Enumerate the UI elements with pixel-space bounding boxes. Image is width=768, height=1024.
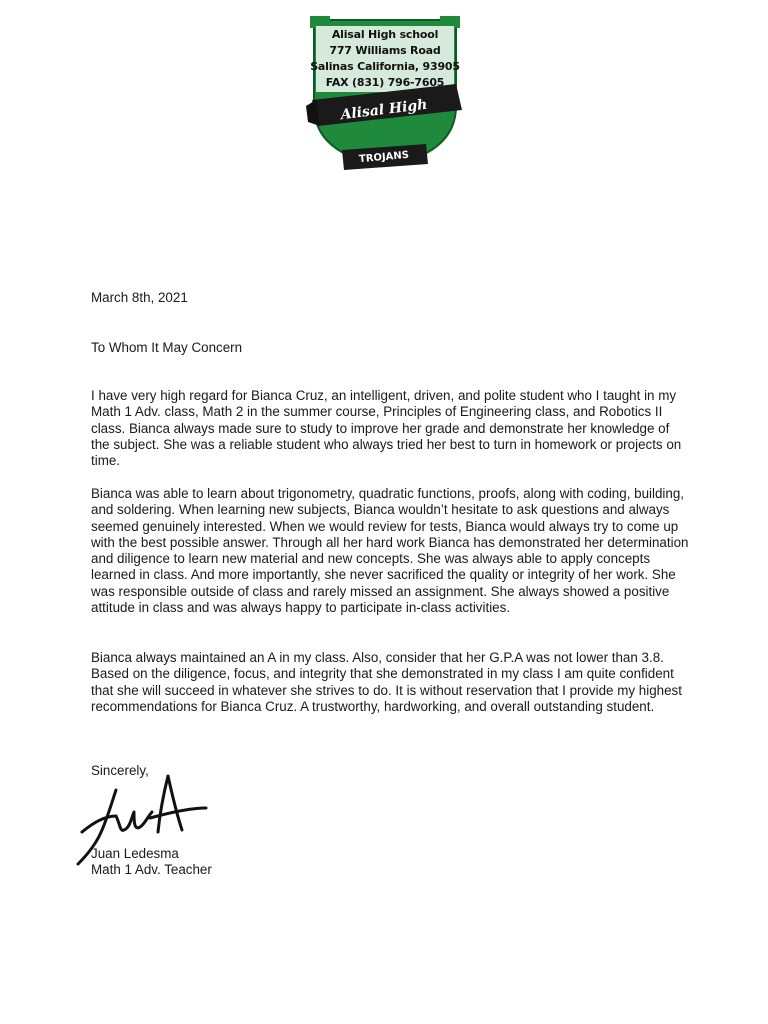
body-paragraph-2: Bianca was able to learn about trigonometry, quadratic functions, proofs, along with coding, building, and soldering. When learning new subjects, Bianca wouldn’t hesitate to ask questions and always seemed genuinely interested. When we would review for tests, Bianca would always try to come up with the best possible answer. Through all her hard work Bianca has demonstrated her determination and diligence to learn new material and new concepts. She was always able to apply concepts learned in class. And more importantly, she never sacrificed the quality or integrity of her work. She was responsible outside of class and rarely missed an assignment. She always showed a positive attitude in class and was always happy to participate in-class activities. xyxy=(91,486,689,616)
logo-mascot-text: TROJANS xyxy=(358,149,410,166)
school-name: Alisal High school xyxy=(331,28,439,41)
school-logo xyxy=(306,14,464,174)
letter-date: March 8th, 2021 xyxy=(91,290,188,305)
letter-closing: Sincerely, xyxy=(91,763,149,778)
body-paragraph-1: I have very high regard for Bianca Cruz, an intelligent, driven, and polite student who I taught in my Math 1 Adv. class, Math 2 in the summer course, Principles of Engineering class, and Robotics II class. Bianca always made sure to study to improve her grade and demonstrate her knowledge of the subject. She was a reliable student who always tried her best to turn in homework or projects on time. xyxy=(91,388,682,469)
signer-name: Juan Ledesma xyxy=(91,846,179,861)
school-fax: FAX (831) 796-7605 xyxy=(325,76,445,89)
logo-banner-text: Alisal High xyxy=(339,96,429,124)
school-street: 777 Williams Road xyxy=(329,44,441,57)
signer-title: Math 1 Adv. Teacher xyxy=(91,862,212,877)
letter-salutation: To Whom It May Concern xyxy=(91,340,243,355)
body-paragraph-3: Bianca always maintained an A in my class. Also, consider that her G.P.A was not lower than 3.8. Based on the diligence, focus, and integrity that she demonstrated in my class I am quite confident that she will succeed in whatever she strives to do. It is without reservation that I provide my highest recommendations for Bianca Cruz. A trustworthy, hardworking, and overall outstanding student. xyxy=(91,650,682,714)
school-city: Salinas California, 93905 xyxy=(310,60,460,73)
